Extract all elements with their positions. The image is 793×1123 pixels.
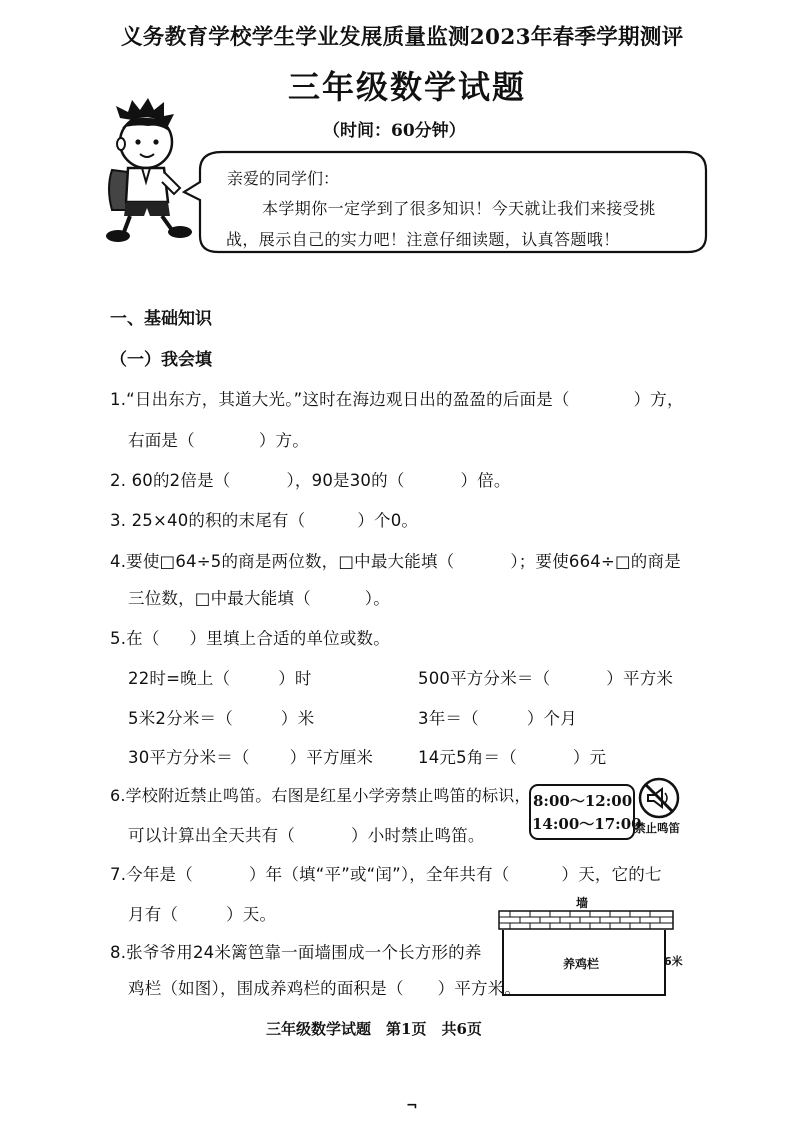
question-1-cont: 右面是（ ）方。 xyxy=(128,431,309,450)
exam-top-title: 义务教育学校学生学业发展质量监测2023年春季学期测评 xyxy=(121,25,684,50)
q5-row-2-right: 3年＝（ ）个月 xyxy=(418,709,577,728)
q5-row-3-right: 14元5角＝（ ）元 xyxy=(418,748,607,767)
q5-row-2-left: 5米2分米＝（ ）米 xyxy=(128,709,315,728)
question-7-cont: 月有（ ）天。 xyxy=(128,905,277,924)
question-4-cont: 三位数，□中最大能填（ ）。 xyxy=(128,589,390,608)
wall-brick-icon xyxy=(498,910,674,930)
q5-row-3-left: 30平方分米＝（ ）平方厘米 xyxy=(128,748,374,767)
question-8: 8.张爷爷用24米篱笆靠一面墙围成一个长方形的养 xyxy=(110,943,482,962)
question-6: 6.学校附近禁止鸣笛。右图是红星小学旁禁止鸣笛的标识， xyxy=(110,786,531,805)
question-8-cont: 鸡栏（如图），围成养鸡栏的面积是（ ）平方米。 xyxy=(128,979,522,998)
intro-greeting: 亲爱的同学们： xyxy=(227,169,340,188)
question-5: 5.在（ ）里填上合适的单位或数。 xyxy=(110,629,390,648)
question-1: 1.“日出东方，其道大光。”这时在海边观日出的盈盈的后面是（ ）方， xyxy=(110,390,684,409)
q1-text: 1.“日出东方，其道大光。”这时在海边观日出的盈盈的后面是（ xyxy=(110,390,570,409)
question-6-cont: 可以计算出全天共有（ ）小时禁止鸣笛。 xyxy=(128,826,485,845)
question-2: 2. 60的2倍是（ ），90是30的（ ）倍。 xyxy=(110,471,511,490)
q5-row-1-left: 22时=晚上（ ）时 xyxy=(128,669,312,688)
intro-line-2: 战，展示自己的实力吧！注意仔细读题，认真答题哦！ xyxy=(226,230,620,249)
pen-label: 养鸡栏 xyxy=(563,957,600,971)
question-4: 4.要使□64÷5的商是两位数，□中最大能填（ ）；要使664÷□的商是 xyxy=(110,552,681,571)
section-subtitle: （一）我会填 xyxy=(110,350,212,370)
no-horn-icon xyxy=(637,776,681,820)
page-footer: 三年级数学试题 第1页 共6页 xyxy=(266,1020,482,1038)
section-title: 一、基础知识 xyxy=(110,309,212,329)
sign-time-2: 14:00～17:00 xyxy=(532,815,642,833)
wall-label: 墙 xyxy=(576,896,589,910)
intro-line-1: 本学期你一定学到了很多知识！今天就让我们来接受挑 xyxy=(262,199,656,218)
sign-label: 禁止鸣笛 xyxy=(634,821,680,835)
sign-time-1: 8:00～12:00 xyxy=(533,792,633,810)
q5-row-1-right: 500平方分米＝（ ）平方米 xyxy=(418,669,674,688)
corner-mark: ¬ xyxy=(406,1098,418,1114)
question-7: 7.今年是（ ）年（填“平”或“闰”），全年共有（ ）天，它的七 xyxy=(110,865,662,884)
side-length-label: 6米 xyxy=(664,955,683,968)
question-3: 3. 25×40的积的末尾有（ ）个0。 xyxy=(110,511,419,530)
page-title: 三年级数学试题 xyxy=(288,68,527,106)
time-note: （时间：60分钟） xyxy=(323,121,466,141)
